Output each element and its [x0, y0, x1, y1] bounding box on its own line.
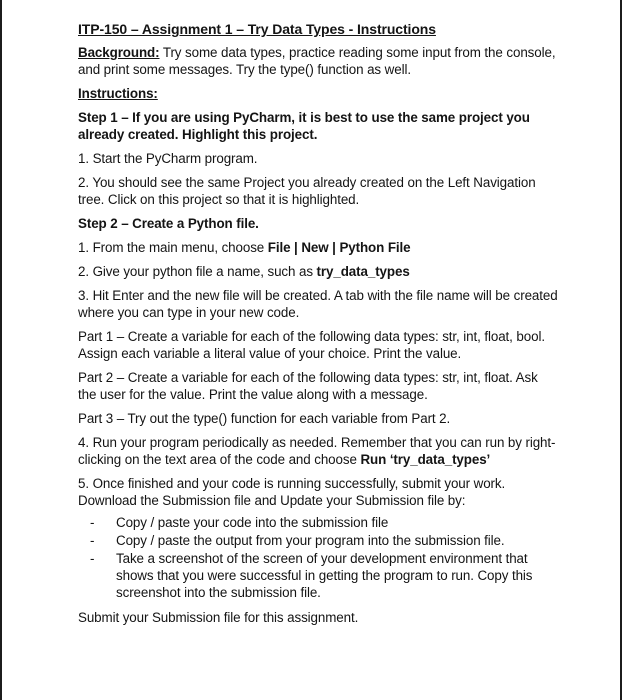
closing-line: Submit your Submission file for this assignment.	[78, 610, 359, 625]
part-3: Part 3 – Try out the type() function for each variable from Part 2.	[78, 411, 451, 426]
background-paragraph	[78, 44, 558, 78]
file-name-example: try_data_types	[316, 264, 410, 279]
run-target: ‘try_data_types’	[389, 452, 491, 467]
bullet-text: Copy / paste the output from your program into the submission file.	[116, 533, 505, 548]
bullet-marker: -	[90, 515, 95, 530]
bullet-text: Copy / paste your code into the submission file	[116, 515, 389, 530]
step2-heading: Step 2 – Create a Python file.	[78, 216, 259, 231]
background-text: Try some data types, practice reading some input from the console, and print some messages. Try the type() function as well.	[78, 45, 556, 77]
step2-item-4	[78, 434, 558, 468]
part-1: Part 1 – Create a variable for each of the following data types: str, int, float, bool. Assign each variable a literal value of your choice. Print the value.	[78, 329, 545, 361]
submission-bullet-list	[78, 514, 558, 601]
step2-item-1	[78, 239, 558, 256]
step2-item-5: 5. Once finished and your code is running successfully, submit your work. Download the Submission file and Update your Submission file by:	[78, 476, 506, 508]
step1-item-1: 1. Start the PyCharm program.	[78, 151, 258, 166]
step2-item-2-text: 2. Give your python file a name, such as	[78, 264, 317, 279]
document-content	[78, 21, 558, 626]
list-item	[78, 514, 558, 531]
bullet-text: Take a screenshot of the screen of your development environment that shows that you were successful in getting the program to run. Copy this screenshot into the submission file.	[116, 551, 533, 600]
step2-item-2	[78, 263, 558, 280]
run-command: Run	[360, 452, 387, 467]
step1-heading: Step 1 – If you are using PyCharm, it is best to use the same project you already created. Highlight this project.	[78, 110, 530, 142]
bullet-marker: -	[90, 533, 95, 548]
part-2: Part 2 – Create a variable for each of the following data types: str, int, float. Ask the user for the value. Print the value along with a message.	[78, 370, 538, 402]
step2-item-3: 3. Hit Enter and the new file will be created. A tab with the file name will be created where you can type in your new code.	[78, 288, 558, 320]
bullet-marker: -	[90, 551, 95, 566]
instructions-heading: Instructions:	[78, 86, 158, 101]
background-label: Background:	[78, 45, 160, 60]
step1-item-2: 2. You should see the same Project you already created on the Left Navigation tree. Click on this project so that it is highlighted.	[78, 175, 536, 207]
list-item	[78, 532, 558, 549]
document-title: ITP-150 – Assignment 1 – Try Data Types - Instructions	[78, 21, 436, 37]
menu-path: File | New | Python File	[267, 240, 411, 255]
list-item	[78, 550, 558, 601]
step2-item-1-text: 1. From the main menu, choose	[78, 240, 268, 255]
step2-item-4-text: 4. Run your program periodically as needed. Remember that you can run by right-clicking on the text area of the code and choose	[78, 435, 556, 467]
